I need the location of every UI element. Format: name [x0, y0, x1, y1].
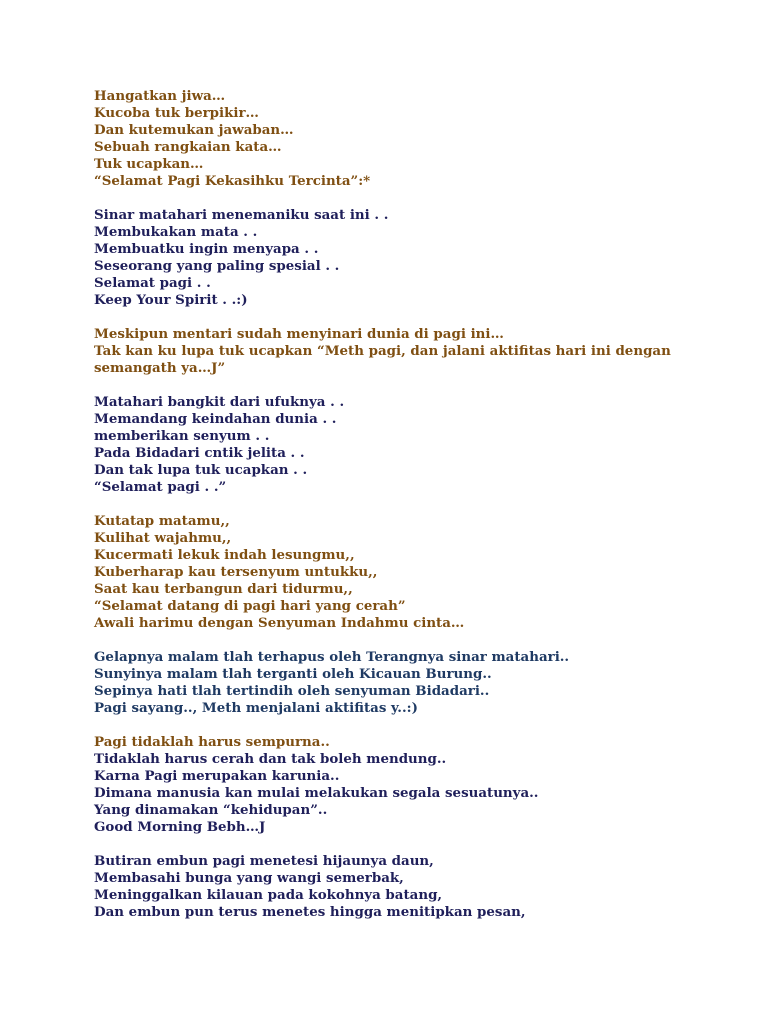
poem-line: Kucoba tuk berpikir… — [94, 105, 259, 121]
poem-line: Kuberharap kau tersenyum untukku,, — [94, 564, 378, 580]
poem-line: memberikan senyum . . — [94, 428, 270, 444]
poem-line: Hangatkan jiwa… — [94, 88, 226, 104]
poem-line: Karna Pagi merupakan karunia.. — [94, 768, 340, 784]
poem-line: Sepinya hati tlah tertindih oleh senyuman Bidadari.. — [94, 683, 490, 699]
poem-line: Gelapnya malam tlah terhapus oleh Terangnya sinar matahari.. — [94, 649, 570, 665]
poem-line: Dan tak lupa tuk ucapkan . . — [94, 462, 308, 478]
poem-line: Pada Bidadari cntik jelita . . — [94, 445, 305, 461]
poem-line: Kucermati lekuk indah lesungmu,, — [94, 547, 355, 563]
poem-stanza — [94, 326, 734, 377]
poem-line: Dan embun pun terus menetes hingga menitipkan pesan, — [94, 904, 526, 920]
poem-line: Sebuah rangkaian kata… — [94, 139, 282, 155]
poem-line: semangath ya…J” — [94, 360, 226, 376]
poem-line: Yang dinamakan “kehidupan”.. — [94, 802, 328, 818]
poem-line: Good Morning Bebh…J — [94, 819, 266, 835]
poem-line: Kulihat wajahmu,, — [94, 530, 232, 546]
document-page — [94, 88, 734, 938]
poem-line: Sinar matahari menemaniku saat ini . . — [94, 207, 389, 223]
poem-line: Pagi tidaklah harus sempurna.. — [94, 734, 330, 750]
poem-stanza — [94, 734, 734, 836]
poem-line: Tidaklah harus cerah dan tak boleh mendung.. — [94, 751, 447, 767]
poem-line: Membukakan mata . . — [94, 224, 258, 240]
poem-line: Kutatap matamu,, — [94, 513, 230, 529]
poem-line: Selamat pagi . . — [94, 275, 211, 291]
poem-line: Dimana manusia kan mulai melakukan segala sesuatunya.. — [94, 785, 539, 801]
poem-stanza — [94, 394, 734, 496]
poem-line: Tuk ucapkan… — [94, 156, 204, 172]
poem-line: “Selamat datang di pagi hari yang cerah” — [94, 598, 406, 614]
poem-stanza — [94, 513, 734, 632]
poem-line: Tak kan ku lupa tuk ucapkan “Meth pagi, dan jalani aktifitas hari ini dengan — [94, 343, 671, 359]
poem-line: Pagi sayang.., Meth menjalani aktifitas y..:) — [94, 700, 418, 716]
poem-line: Dan kutemukan jawaban… — [94, 122, 294, 138]
poem-line: Awali harimu dengan Senyuman Indahmu cinta… — [94, 615, 465, 631]
poem-stanza — [94, 853, 734, 921]
poem-line: Meninggalkan kilauan pada kokohnya batang, — [94, 887, 443, 903]
poem-line: “Selamat pagi . .” — [94, 479, 227, 495]
poem-line: Memandang keindahan dunia . . — [94, 411, 337, 427]
poem-line: Seseorang yang paling spesial . . — [94, 258, 340, 274]
poem-line: Meskipun mentari sudah menyinari dunia di pagi ini… — [94, 326, 504, 342]
poem-line: Matahari bangkit dari ufuknya . . — [94, 394, 345, 410]
poem-line: Saat kau terbangun dari tidurmu,, — [94, 581, 353, 597]
poem-line: Membasahi bunga yang wangi semerbak, — [94, 870, 404, 886]
poem-line: Keep Your Spirit . .:) — [94, 292, 248, 308]
poem-line: Sunyinya malam tlah terganti oleh Kicauan Burung.. — [94, 666, 492, 682]
poem-stanza — [94, 207, 734, 309]
poem-line: Butiran embun pagi menetesi hijaunya daun, — [94, 853, 434, 869]
poem-stanza — [94, 88, 734, 190]
poem-line: “Selamat Pagi Kekasihku Tercinta”:* — [94, 173, 371, 189]
poem-line: Membuatku ingin menyapa . . — [94, 241, 319, 257]
poem-stanza — [94, 649, 734, 717]
